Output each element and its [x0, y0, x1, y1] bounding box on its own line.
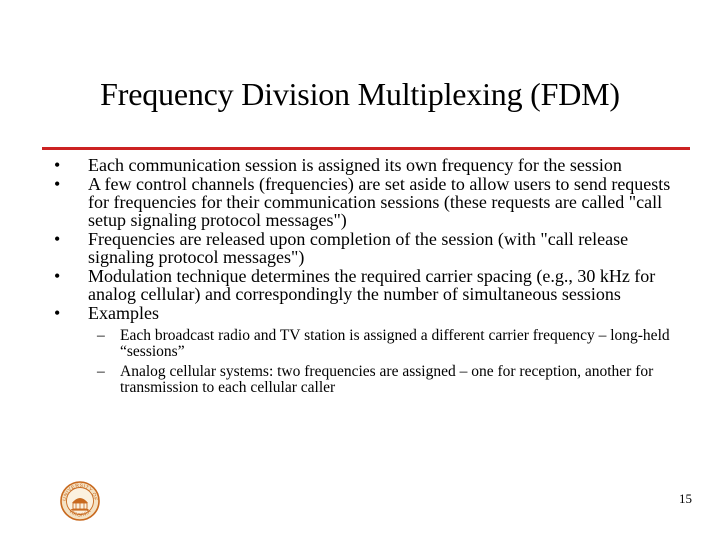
bullet-marker: • — [54, 174, 61, 194]
sub-bullet-item — [88, 364, 682, 396]
bullet-marker: • — [54, 155, 61, 175]
bullet-item — [52, 230, 682, 266]
bullet-text: Frequencies are released upon completion of the session (with "call release signaling protocol messages") — [88, 229, 629, 267]
bullet-marker: • — [54, 303, 61, 323]
title-divider — [42, 147, 690, 150]
bullet-item — [52, 304, 682, 396]
sub-bullet-item — [88, 328, 682, 360]
sub-bullet-text: Analog cellular systems: two frequencies are assigned – one for reception, another for transmission to each cellular caller — [120, 363, 654, 396]
seal-text-bottom: VIRGINIA — [67, 508, 93, 519]
seal-text-top: UNIVERSITY OF — [61, 482, 99, 502]
bullet-text: Modulation technique determines the required carrier spacing (e.g., 30 kHz for analog cellular) and correspondingly the number of simultaneous sessions — [88, 266, 656, 304]
slide-title: Frequency Division Multiplexing (FDM) — [100, 76, 620, 112]
bullet-item — [52, 175, 682, 229]
sub-bullet-list — [88, 328, 682, 396]
sub-bullet-marker: – — [97, 363, 105, 380]
sub-bullet-text: Each broadcast radio and TV station is assigned a different carrier frequency – long-held “sessions” — [120, 327, 670, 360]
sub-bullet-marker: – — [97, 327, 105, 344]
bullet-text: Examples — [88, 303, 159, 323]
bullet-text: A few control channels (frequencies) are set aside to allow users to send requests for frequencies for their communication sessions (these requests are called "call setup signaling protocol messages") — [88, 174, 671, 230]
bullet-marker: • — [54, 266, 61, 286]
bullet-text: Each communication session is assigned its own frequency for the session — [88, 155, 622, 175]
university-seal-graphic — [60, 481, 100, 521]
bullet-item — [52, 267, 682, 303]
page-number: 15 — [679, 491, 692, 506]
bullet-list — [52, 156, 682, 400]
university-seal-icon — [60, 481, 100, 521]
bullet-item — [52, 156, 682, 174]
bullet-marker: • — [54, 229, 61, 249]
